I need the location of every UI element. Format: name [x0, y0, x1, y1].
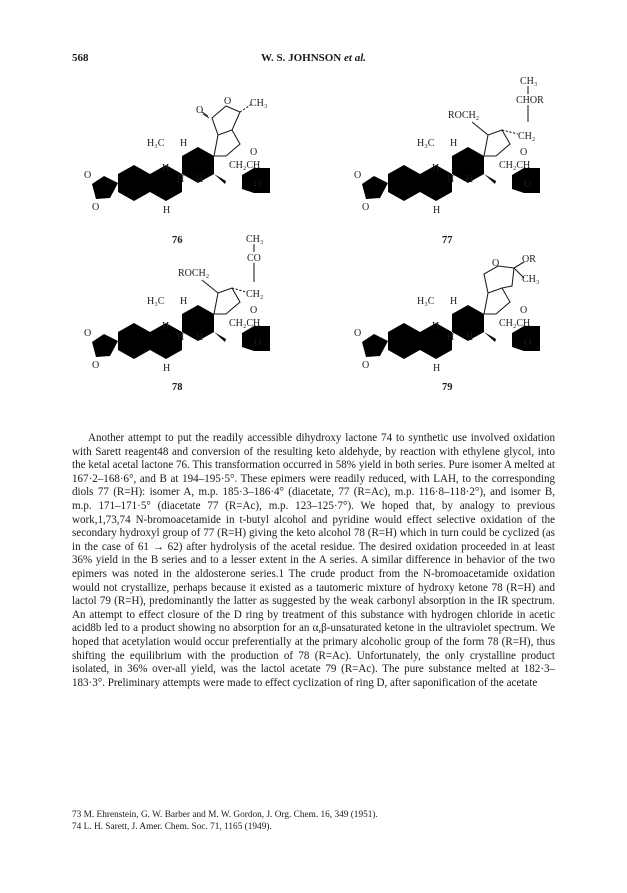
svg-text:H: H: [450, 296, 458, 307]
svg-text:CH₂CH: CH₂CH: [229, 160, 261, 171]
svg-text:H: H: [432, 321, 440, 332]
structure-number-79: 79: [442, 382, 453, 393]
footnote-73: 73 M. Ehrenstein, G. W. Barber and M. W. Gordon, J. Org. Chem. 16, 349 (1951).: [72, 810, 378, 820]
svg-text:O: O: [250, 305, 258, 316]
svg-text:H: H: [163, 205, 171, 216]
svg-text:H: H: [177, 332, 185, 343]
svg-text:H: H: [432, 163, 440, 174]
svg-text:H: H: [466, 174, 474, 185]
running-head-etal: et al.: [344, 52, 367, 64]
page-number: 568: [72, 52, 89, 64]
svg-text:H: H: [447, 174, 455, 185]
svg-text:O: O: [254, 337, 262, 348]
svg-text:H: H: [433, 205, 441, 216]
svg-text:O: O: [492, 258, 500, 269]
svg-text:O: O: [520, 305, 528, 316]
svg-text:CH₂: CH₂: [246, 289, 264, 300]
structure-79: [354, 254, 540, 393]
svg-text:CH₃: CH₃: [520, 76, 538, 87]
svg-text:ROCH₂: ROCH₂: [448, 110, 480, 121]
footnotes: [72, 809, 555, 833]
structure-number-78: 78: [172, 382, 183, 393]
svg-text:CHOR: CHOR: [516, 95, 544, 106]
svg-text:H: H: [450, 138, 458, 149]
structure-figures: [0, 0, 627, 420]
svg-text:H: H: [433, 363, 441, 374]
svg-text:CO: CO: [247, 253, 261, 264]
svg-text:O: O: [354, 328, 362, 339]
structure-number-77: 77: [442, 235, 453, 246]
svg-text:O: O: [524, 179, 532, 190]
svg-text:CH₂CH: CH₂CH: [499, 160, 531, 171]
svg-text:OR: OR: [522, 254, 536, 265]
svg-text:O: O: [250, 147, 258, 158]
svg-text:H₃C: H₃C: [417, 138, 435, 149]
svg-text:O: O: [92, 360, 100, 371]
svg-text:O: O: [196, 105, 204, 116]
svg-text:H: H: [180, 296, 188, 307]
svg-text:O: O: [354, 170, 362, 181]
svg-text:CH₃: CH₃: [522, 274, 540, 285]
svg-text:O: O: [362, 202, 370, 213]
svg-text:H: H: [162, 163, 170, 174]
svg-text:H₃C: H₃C: [147, 296, 165, 307]
svg-text:H: H: [162, 321, 170, 332]
svg-text:H₃C: H₃C: [417, 296, 435, 307]
svg-text:O: O: [224, 96, 232, 107]
svg-text:O: O: [92, 202, 100, 213]
svg-text:O: O: [362, 360, 370, 371]
structure-78: [84, 234, 270, 393]
svg-text:CH₃: CH₃: [250, 98, 268, 109]
structure-number-76: 76: [172, 235, 183, 246]
structure-76: [84, 96, 270, 246]
running-head-author: W. S. JOHNSON: [260, 52, 345, 64]
svg-text:CH₃: CH₃: [246, 234, 264, 245]
svg-text:H: H: [196, 174, 204, 185]
svg-text:H₃C: H₃C: [147, 138, 165, 149]
svg-text:H: H: [466, 332, 474, 343]
structure-77: [354, 76, 544, 246]
svg-text:CH₂: CH₂: [518, 131, 536, 142]
main-paragraph: Another attempt to put the readily accessible dihydroxy lactone 74 to synthetic use involved oxidation with Sarett reagent48 and conversion of the resulting keto aldehyde, by reaction with ethylene glycol, into the ketal acetal lactone 76. This transformation occurred in 58% yield in both series. Pure isomer A melted at 167·2–168·6°, and B at 194–195·5°. These epimers were readily reduced, with LAH, to the corresponding diols 77 (R=H): isomer A, m.p. 185·3–186·4° (diacetate, 77 (R=Ac), m.p. 116·8–118·2°), and isomer B, m.p. 171–171·5° (diacetate 77 (R=Ac), m.p. 123–125·7°). We hoped that, by analogy to previous work,1,73,74 N-bromoacetamide in t-butyl alcohol and pyridine would effect selective oxidation of the secondary hydroxyl group of 77 (R=H) giving the keto alcohol 78 (R=H) which in turn could be cyclized (as in the case of 61 → 62) after hydrolysis of the acetal residue. The desired oxidation proceeded in at least 36% yield in the B series and to a lesser extent in the A series. A similar difference in behavior of the two epimers was noted in the aldosterone series.1 The crude product from the N-bromoacetamide oxidation would not crystallize, perhaps because it existed as a tautomeric mixture of hydroxy ketone 78 (R=H) and lactol 79 (R=H), predominantly the latter as suggested by the weak carbonyl absorption in the IR spectrum. An attempt to effect closure of the D ring by treatment of this substance with hydrogen chloride in acetic acid8b led to a product showing no absorption for an α,β-unsaturated ketone in the ultraviolet spectrum. We hoped that acetylation would occur preferentially at the primary alcoholic group of the form 78 (R=H), thus shifting the equilibrium with the production of 78 (R=Ac). Unfortunately, the only crystalline product isolated, in 36% over-all yield, was the lactol acetate 79 (R=Ac). The pure substance melted at 182·3–183·3°. Preliminary attempts were made to effect cyclization of ring D, after saponification of the acetate: [72, 432, 555, 689]
footnote-74: 74 L. H. Sarett, J. Amer. Chem. Soc. 71, 1165 (1949).: [72, 822, 272, 832]
svg-text:O: O: [524, 337, 532, 348]
svg-text:H: H: [177, 174, 185, 185]
svg-text:O: O: [84, 328, 92, 339]
svg-text:ROCH₂: ROCH₂: [178, 268, 210, 279]
svg-text:CH₂CH: CH₂CH: [229, 318, 261, 329]
svg-text:O: O: [520, 147, 528, 158]
svg-text:O: O: [254, 179, 262, 190]
svg-text:O: O: [84, 170, 92, 181]
svg-text:CH₂CH: CH₂CH: [499, 318, 531, 329]
svg-text:H: H: [196, 332, 204, 343]
body-text: [72, 432, 555, 690]
svg-text:H: H: [163, 363, 171, 374]
svg-text:H: H: [180, 138, 188, 149]
svg-text:H: H: [447, 332, 455, 343]
